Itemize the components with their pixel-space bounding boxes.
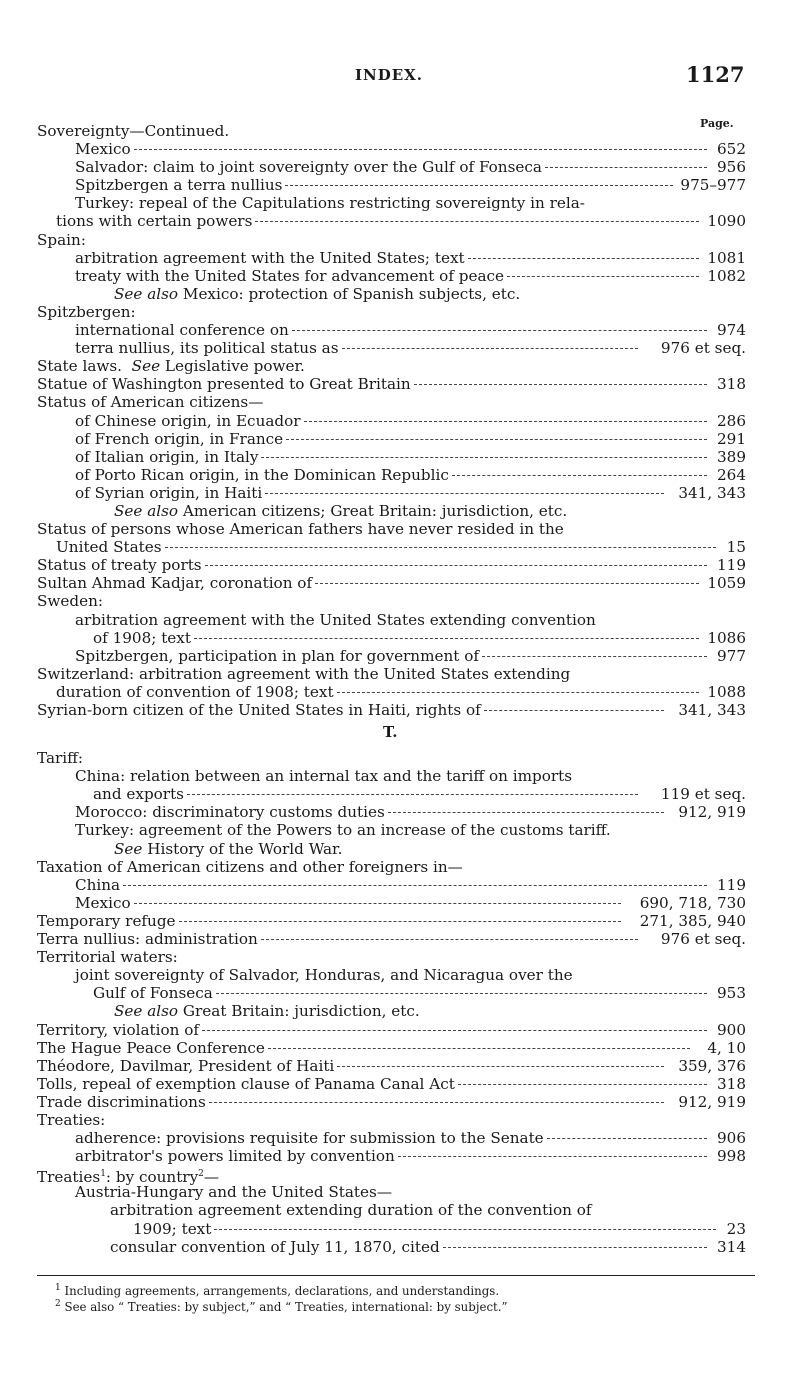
dot-leader <box>507 276 699 277</box>
entry-text: Spain: <box>37 230 86 249</box>
index-line <box>0 194 792 212</box>
index-line <box>0 984 792 1002</box>
index-line <box>0 140 792 158</box>
page-reference: 119 <box>717 875 746 894</box>
index-line <box>0 484 792 502</box>
index-line <box>0 448 792 466</box>
index-line <box>0 966 792 984</box>
entry-text: Mexico <box>75 140 131 159</box>
entry-text: arbitration agreement with the United States extending convention <box>75 610 596 629</box>
entry-text: China <box>75 875 121 894</box>
index-line <box>0 1129 792 1147</box>
index-line <box>0 1093 792 1111</box>
index-line <box>0 231 792 249</box>
index-line <box>0 930 792 948</box>
dot-leader <box>216 993 707 994</box>
dot-leader <box>205 565 708 566</box>
dot-leader <box>337 692 699 693</box>
index-line <box>0 948 792 966</box>
page-reference: 1088 <box>707 682 746 701</box>
page-reference: 341, 343 <box>678 483 746 502</box>
entry-text: adherence: provisions requisite for submission to the Senate <box>75 1129 544 1148</box>
dot-leader <box>398 1156 707 1157</box>
page-reference: 690, 718, 730 <box>639 893 746 912</box>
index-line <box>0 1238 792 1256</box>
index-line <box>0 158 792 176</box>
index-line <box>0 1165 792 1187</box>
dot-leader <box>209 1102 664 1103</box>
page-reference: 900 <box>717 1020 746 1039</box>
page-reference: 1059 <box>707 574 746 593</box>
page-reference: 23 <box>726 1219 746 1238</box>
page-reference: 974 <box>717 321 746 340</box>
dot-leader <box>443 1247 708 1248</box>
page-reference: 976 et seq. <box>660 930 746 949</box>
dot-leader <box>165 547 716 548</box>
index-line <box>0 249 792 267</box>
page-reference: 956 <box>717 158 746 177</box>
page-reference: 15 <box>726 538 746 557</box>
entry-text: consular convention of July 11, 1870, cited <box>110 1237 440 1256</box>
entry-text: arbitration agreement extending duration of the convention of <box>110 1201 592 1220</box>
entry-text: Salvador: claim to joint sovereignty over the Gulf of Fonseca <box>75 158 542 177</box>
entry-text: Terra nullius: administration <box>37 930 258 949</box>
page-reference: 1090 <box>707 212 746 231</box>
page-reference: 359, 376 <box>678 1056 746 1075</box>
page-reference: 652 <box>717 140 746 159</box>
entry-text: duration of convention of 1908; text <box>56 682 334 701</box>
index-entries <box>0 122 792 1256</box>
index-line <box>0 321 792 339</box>
page-reference: 119 <box>717 556 746 575</box>
entry-text: See also American citizens; Great Britain: jurisdiction, etc. <box>114 501 568 520</box>
entry-text: Gulf of Fonseca <box>93 984 213 1003</box>
entry-text: United States <box>56 538 162 557</box>
dot-leader <box>547 1138 708 1139</box>
footnote-1: $^1$ Including agreements, arrangements, declarations, and understandings. <box>55 1283 500 1298</box>
dot-leader <box>202 1030 707 1031</box>
index-line <box>0 212 792 230</box>
index-line <box>0 1111 792 1129</box>
index-line <box>0 520 792 538</box>
dot-leader <box>134 903 622 904</box>
running-title: INDEX. <box>355 66 424 84</box>
entry-text: arbitrator's powers limited by convention <box>75 1147 395 1166</box>
index-line <box>0 502 792 520</box>
dot-leader <box>315 583 699 584</box>
entry-text: Status of persons whose American fathers have never resided in the <box>37 520 564 539</box>
entry-text: Status of American citizens— <box>37 393 264 412</box>
entry-text: Austria-Hungary and the United States— <box>75 1183 393 1202</box>
entry-text: 1909; text <box>133 1219 212 1238</box>
page-number: 1127 <box>686 62 745 87</box>
index-line <box>0 1075 792 1093</box>
index-line <box>0 303 792 321</box>
index-line <box>0 393 792 411</box>
index-line <box>0 1021 792 1039</box>
page-reference: 291 <box>717 429 746 448</box>
entry-text: Spitzbergen: <box>37 302 136 321</box>
page-reference: 998 <box>717 1147 746 1166</box>
entry-text: of Italian origin, in Italy <box>75 447 259 466</box>
dot-leader <box>292 330 707 331</box>
page-header <box>0 62 792 92</box>
page-reference: 318 <box>717 375 746 394</box>
index-line <box>0 767 792 785</box>
entry-text: Syrian-born citizen of the United States in Haiti, rights of <box>37 701 481 719</box>
entry-text: Treaties: <box>37 1110 106 1129</box>
index-line <box>0 357 792 375</box>
entry-text: of Porto Rican origin, in the Dominican Republic <box>75 465 449 484</box>
index-line <box>0 683 792 701</box>
entry-text: Tariff: <box>37 749 84 768</box>
entry-text: Switzerland: arbitration agreement with the United States extending <box>37 664 571 683</box>
dot-leader <box>194 638 699 639</box>
page-reference: 1082 <box>707 266 746 285</box>
page-reference: 953 <box>717 984 746 1003</box>
index-line <box>0 430 792 448</box>
index-line <box>0 556 792 574</box>
entry-text: China: relation between an internal tax and the tariff on imports <box>75 767 573 786</box>
page-reference: 912, 919 <box>678 803 746 822</box>
index-line <box>0 1057 792 1075</box>
page-column-label: Page. <box>700 117 734 130</box>
entry-text: Théodore, Davilmar, President of Haiti <box>37 1056 335 1075</box>
index-line <box>0 821 792 839</box>
entry-text: of French origin, in France <box>75 429 284 448</box>
page-reference: 286 <box>717 411 746 430</box>
index-line <box>0 1183 792 1201</box>
entry-text: treaty with the United States for advancement of peace <box>75 266 505 285</box>
dot-leader <box>255 221 698 222</box>
entry-text: Spitzbergen a terra nullius <box>75 176 283 195</box>
page-reference: 314 <box>717 1237 746 1256</box>
page-reference: 906 <box>717 1129 746 1148</box>
index-line <box>0 876 792 894</box>
footnote-rule <box>37 1275 755 1276</box>
index-line <box>0 1002 792 1020</box>
entry-text: of 1908; text <box>93 628 191 647</box>
page-reference: 119 et seq. <box>660 785 746 804</box>
entry-text: Statue of Washington presented to Great Britain <box>37 375 411 394</box>
entry-text: Territorial waters: <box>37 948 178 967</box>
index-line <box>0 840 792 858</box>
dot-leader <box>458 1084 707 1085</box>
index-line <box>0 574 792 592</box>
index-line <box>0 375 792 393</box>
dot-leader <box>134 149 708 150</box>
index-line <box>0 611 792 629</box>
page-reference: 264 <box>717 465 746 484</box>
index-line <box>0 412 792 430</box>
page-reference: 977 <box>717 646 746 665</box>
entry-text: The Hague Peace Conference <box>37 1038 265 1057</box>
index-line <box>0 1147 792 1165</box>
entry-text: Sultan Ahmad Kadjar, coronation of <box>37 574 313 593</box>
index-line <box>0 122 792 140</box>
dot-leader <box>545 167 707 168</box>
dot-leader <box>304 421 708 422</box>
entry-text: Morocco: discriminatory customs duties <box>75 803 385 822</box>
index-line <box>0 629 792 647</box>
entry-text: Territory, violation of <box>37 1020 200 1039</box>
dot-leader <box>414 384 708 385</box>
index-line <box>0 701 792 719</box>
entry-text: arbitration agreement with the United States; text <box>75 248 465 267</box>
page-reference: 1081 <box>707 248 746 267</box>
page-reference: 389 <box>717 447 746 466</box>
index-line <box>0 538 792 556</box>
index-line <box>0 665 792 683</box>
index-line <box>0 1039 792 1057</box>
entry-text: Spitzbergen, participation in plan for government of <box>75 646 479 665</box>
dot-leader <box>484 710 664 711</box>
dot-leader <box>187 794 638 795</box>
index-line <box>0 785 792 803</box>
dot-leader <box>214 1229 715 1230</box>
entry-text: Mexico <box>75 893 131 912</box>
entry-text: Temporary refuge <box>37 911 176 930</box>
page-reference: 912, 919 <box>678 1092 746 1111</box>
dot-leader <box>179 921 622 922</box>
dot-leader <box>468 258 699 259</box>
page-reference: 1086 <box>707 628 746 647</box>
entry-text: Status of treaty ports <box>37 556 202 575</box>
entry-text: Turkey: repeal of the Capitulations restricting sovereignty in rela- <box>75 194 585 213</box>
index-line <box>0 267 792 285</box>
entry-text: tions with certain powers <box>56 212 253 231</box>
page-reference: 341, 343 <box>678 701 746 719</box>
page-reference: 976 et seq. <box>660 339 746 358</box>
footnote-2: $^2$ See also “ Treaties: by subject,” and “ Treaties, international: by subject.” <box>55 1299 508 1314</box>
entry-text: joint sovereignty of Salvador, Honduras, and Nicaragua over the <box>75 966 573 985</box>
dot-leader <box>268 1048 690 1049</box>
page-reference: 975–977 <box>680 176 746 195</box>
dot-leader <box>482 656 707 657</box>
index-line <box>0 1220 792 1238</box>
entry-text: Sovereignty—Continued. <box>37 122 230 140</box>
index-line <box>0 466 792 484</box>
entry-text: Taxation of American citizens and other foreigners in— <box>37 857 463 876</box>
section-letter: T. <box>383 723 398 742</box>
dot-leader <box>286 439 707 440</box>
entry-text: See also Great Britain: jurisdiction, etc. <box>114 1002 420 1021</box>
entry-text: Tolls, repeal of exemption clause of Panama Canal Act <box>37 1074 455 1093</box>
index-line <box>0 894 792 912</box>
index-line <box>0 1201 792 1219</box>
entry-text: international conference on <box>75 321 289 340</box>
entry-text: terra nullius, its political status as <box>75 339 339 358</box>
index-line <box>0 858 792 876</box>
page-reference: 271, 385, 940 <box>639 911 746 930</box>
entry-text: of Chinese origin, in Ecuador <box>75 411 301 430</box>
dot-leader <box>388 812 664 813</box>
page-reference: 4, 10 <box>707 1038 746 1057</box>
entry-text: See also Mexico: protection of Spanish subjects, etc. <box>114 284 521 303</box>
dot-leader <box>265 493 664 494</box>
dot-leader <box>452 475 707 476</box>
entry-text: Treaties$^1$: by country$^2$— <box>37 1168 220 1187</box>
index-line <box>0 647 792 665</box>
dot-leader <box>342 348 639 349</box>
entry-text: State laws. See Legislative power. <box>37 357 305 376</box>
entry-text: See History of the World War. <box>114 839 343 858</box>
index-line <box>0 749 792 767</box>
index-line <box>0 912 792 930</box>
entry-text: Trade discriminations <box>37 1092 206 1111</box>
dot-leader <box>261 457 707 458</box>
dot-leader <box>123 885 707 886</box>
entry-text: Turkey: agreement of the Powers to an increase of the customs tariff. <box>75 821 611 840</box>
page-reference: 318 <box>717 1074 746 1093</box>
dot-leader <box>285 185 672 186</box>
index-line <box>0 339 792 357</box>
dot-leader <box>261 939 639 940</box>
entry-text: and exports <box>93 785 184 804</box>
index-line <box>0 285 792 303</box>
dot-leader <box>337 1066 664 1067</box>
index-line <box>0 176 792 194</box>
entry-text: of Syrian origin, in Haiti <box>75 483 263 502</box>
index-line <box>0 592 792 610</box>
entry-text: Sweden: <box>37 592 104 611</box>
index-line <box>0 803 792 821</box>
